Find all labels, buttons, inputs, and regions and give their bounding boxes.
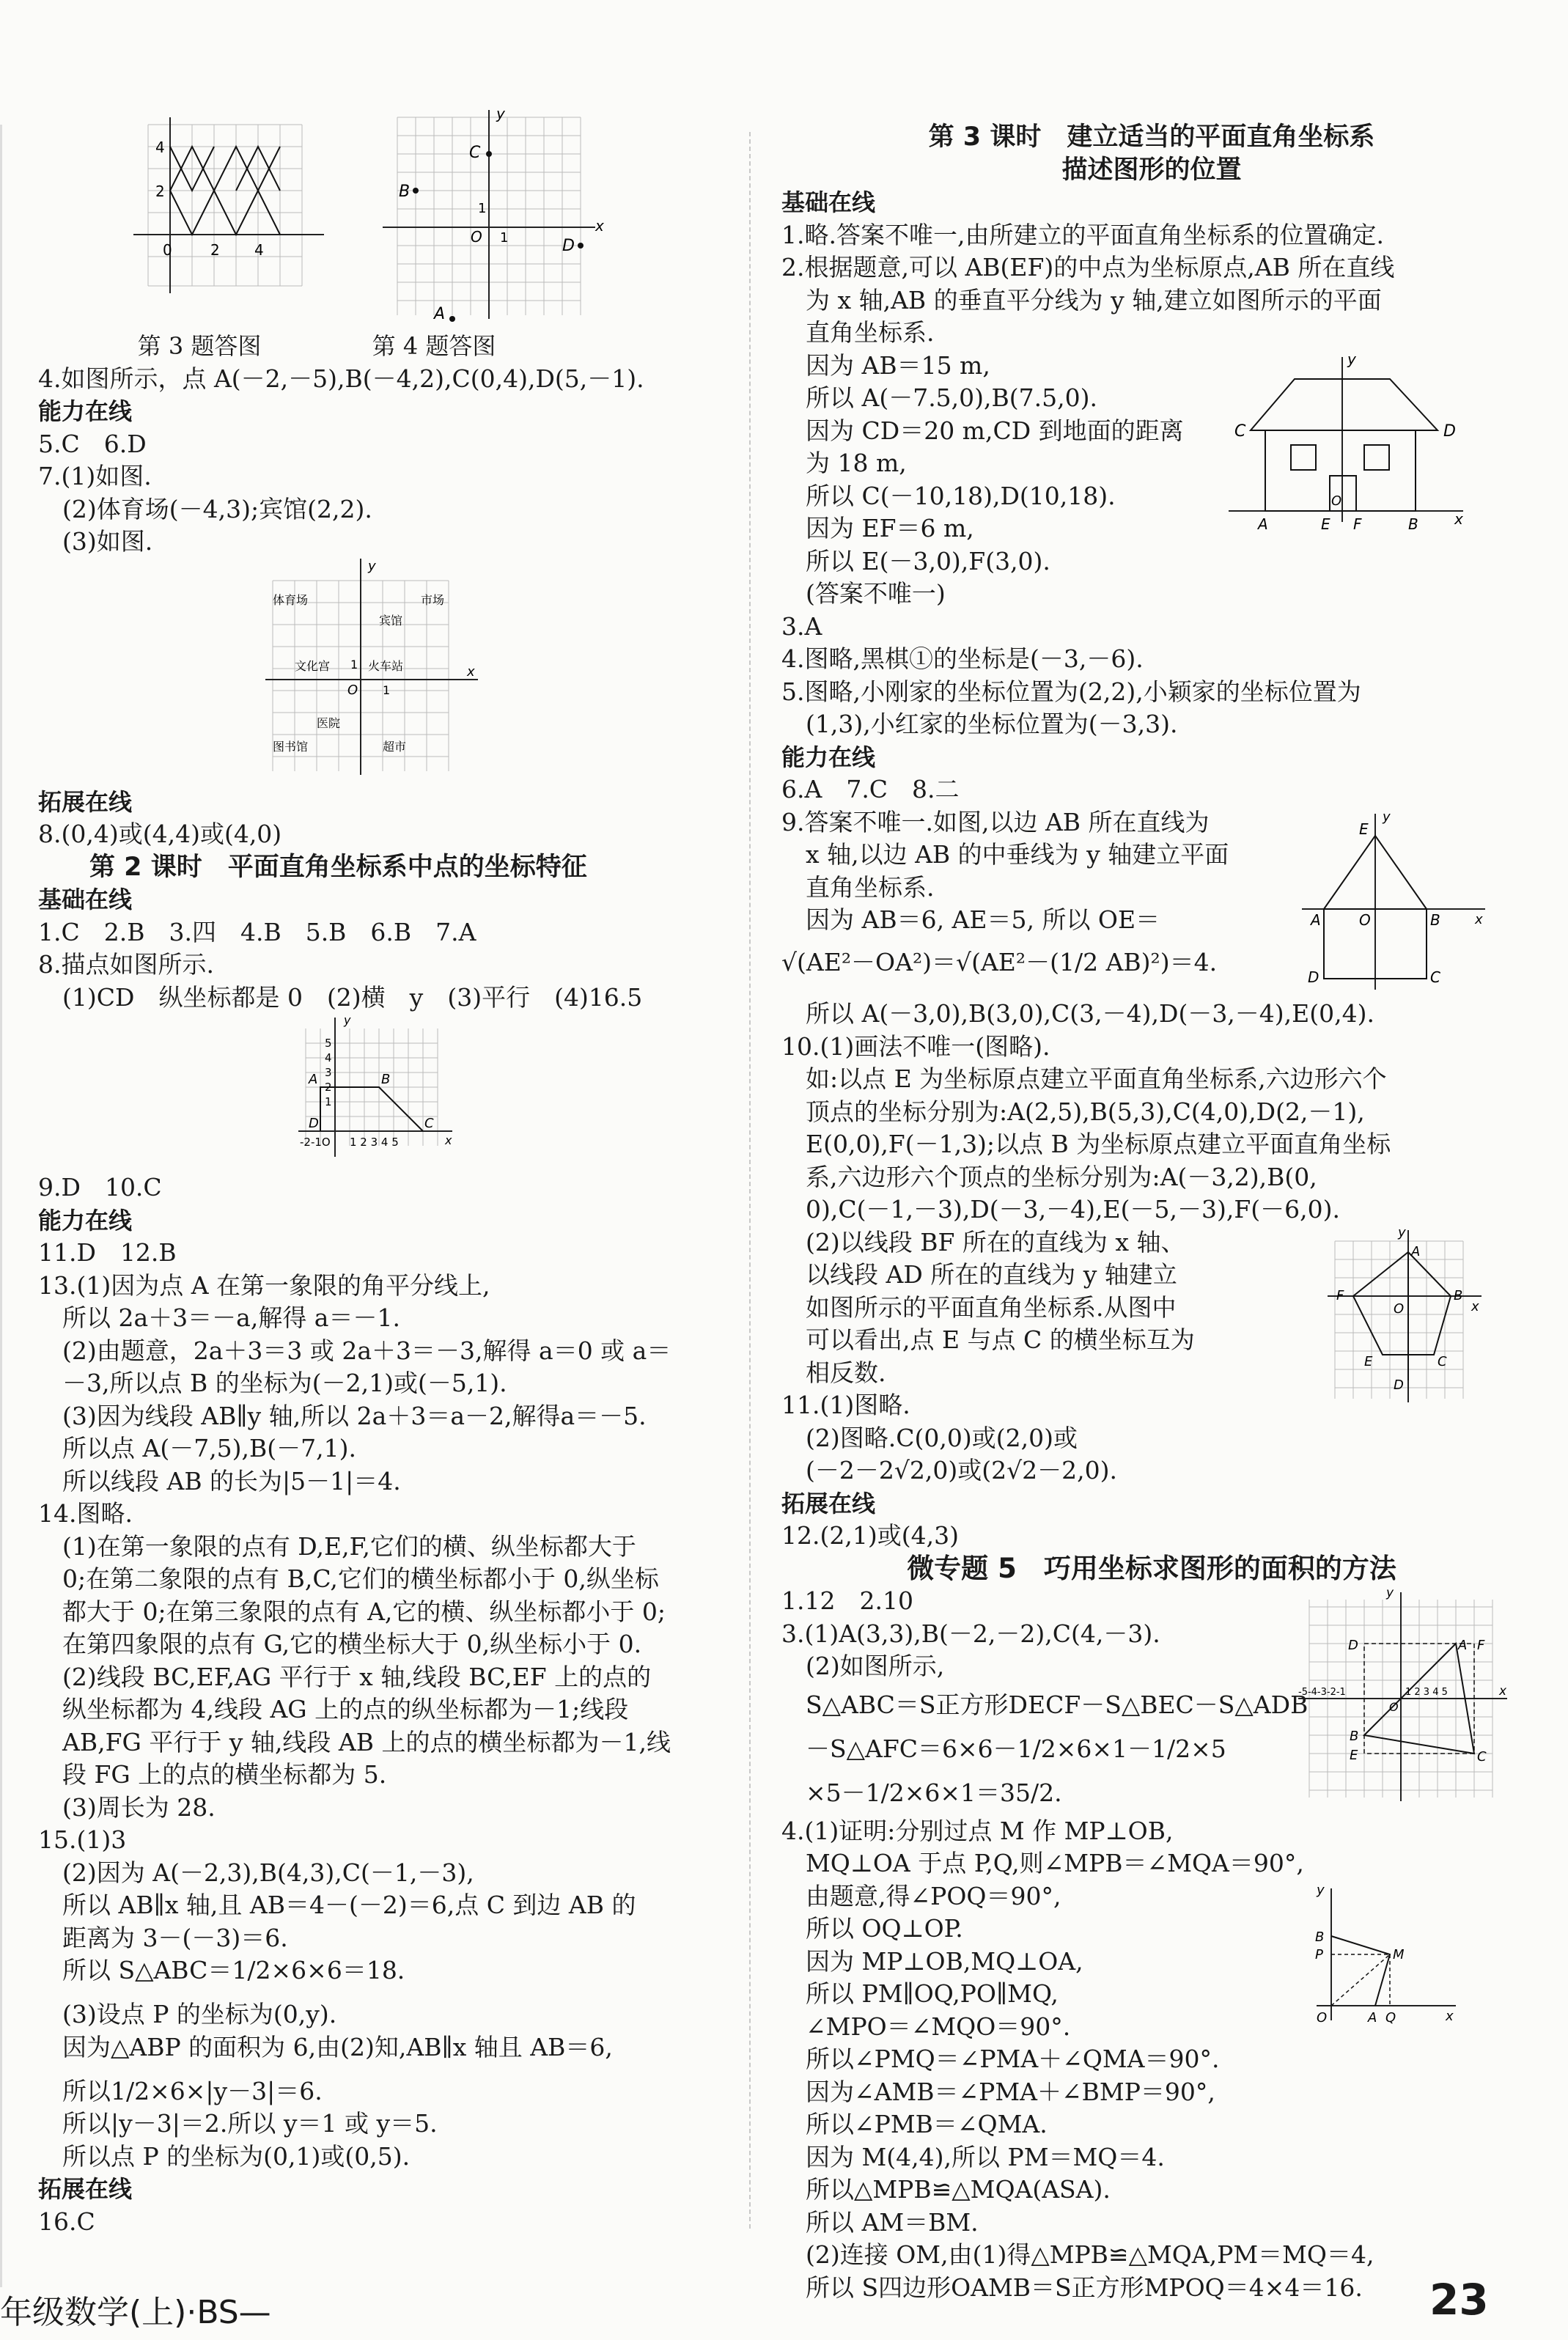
svg-text:3: 3 <box>325 1066 332 1079</box>
house-graph <box>1221 350 1471 533</box>
svg-text:超市: 超市 <box>383 739 407 754</box>
svg-text:M: M <box>1393 1946 1405 1962</box>
svg-text:y: y <box>1317 1882 1325 1898</box>
answer-line: 如图所示的平面直角坐标系.从图中 <box>781 1292 1177 1322</box>
answer-line: (1)在第一象限的点有 D,E,F,它们的横、纵坐标都大于 <box>38 1531 636 1561</box>
answer-line: 所以 PM∥OQ,PO∥MQ, <box>781 1979 1059 2008</box>
svg-text:A: A <box>434 305 446 323</box>
answer-line: (3)因为线段 AB∥y 轴,所以 2a＋3＝a－2,解得a＝－5. <box>38 1401 647 1430</box>
svg-text:体育场: 体育场 <box>273 592 309 607</box>
page-edge <box>0 125 2 2287</box>
answer-line: 所以△MPB≌△MQA(ASA). <box>781 2175 1111 2204</box>
svg-text:C: C <box>1477 1749 1487 1765</box>
svg-text:F: F <box>1353 515 1362 533</box>
figure-9 <box>1302 806 1492 998</box>
svg-text:O: O <box>1389 1700 1399 1714</box>
answer-line: 0;在第二象限的点有 B,C,它们的横坐标都小于 0,纵坐标 <box>38 1564 659 1593</box>
svg-text:D: D <box>562 237 575 255</box>
answer-line: (2)因为 A(－2,3),B(4,3),C(－1,－3), <box>38 1858 474 1887</box>
answer-line: 8.(0,4)或(4,4)或(4,0) <box>38 820 282 848</box>
answer-line: ×5－1/2×6×1＝35/2. <box>781 1778 1062 1807</box>
svg-text:1: 1 <box>478 201 487 216</box>
answer-line: 因为∠AMB＝∠PMA＋∠BMP＝90°, <box>781 2077 1215 2106</box>
svg-text:E: E <box>1359 820 1369 838</box>
svg-text:x: x <box>595 217 604 235</box>
answer-line: E(0,0),F(－1,3);以点 B 为坐标原点建立平面直角坐标 <box>781 1130 1391 1158</box>
answer-line: (1,3),小红家的坐标位置为(－3,3). <box>781 710 1178 738</box>
answer-line: (3)设点 P 的坐标为(0,y). <box>38 2000 337 2028</box>
answer-line: 0),C(－1,－3),D(－3,－4),E(－5,－3),F(－6,0). <box>781 1195 1340 1224</box>
lesson-title: 第 3 课时 建立适当的平面直角坐标系 <box>928 122 1375 152</box>
answer-line: 15.(1)3 <box>38 1825 127 1854</box>
section-heading: 能力在线 <box>38 1206 133 1235</box>
svg-text:A: A <box>1368 2009 1377 2026</box>
answer-line: 因为 CD＝20 m,CD 到地面的距离 <box>781 416 1184 445</box>
figure-8 <box>298 1014 735 1171</box>
answer-line: 9.答案不唯一.如图,以边 AB 所在直线为 <box>781 807 1210 836</box>
section-heading: 拓展在线 <box>781 1489 876 1517</box>
map-graph <box>265 559 500 779</box>
svg-text:市场: 市场 <box>421 592 445 607</box>
section-heading: 基础在线 <box>38 886 133 913</box>
answer-line: 8.描点如图所示. <box>38 950 214 979</box>
column-divider <box>749 132 751 2229</box>
svg-text:E: E <box>1350 1748 1358 1763</box>
svg-text:1: 1 <box>325 1095 332 1108</box>
svg-text:医院: 医院 <box>317 715 341 730</box>
fig3-ylabel: 4 <box>155 139 165 156</box>
svg-text:C: C <box>1438 1353 1447 1369</box>
answer-line: 因为 AB＝15 m, <box>781 350 990 380</box>
answer-line: 1.12 2.10 <box>781 1586 913 1615</box>
map-figure <box>265 559 735 786</box>
answer-line: 4.(1)证明:分别过点 M 作 MP⊥OB, <box>781 1816 1174 1845</box>
svg-text:O: O <box>1394 1300 1405 1317</box>
svg-text:5: 5 <box>325 1037 332 1050</box>
answer-line: 以线段 AD 所在的直线为 y 轴建立 <box>781 1260 1177 1289</box>
answer-line: 4.图略,黑棋①的坐标是(－3,－6). <box>781 644 1144 673</box>
answer-line: 13.(1)因为点 A 在第一象限的角平分线上, <box>38 1270 490 1300</box>
answer-line: 2.根据题意,可以 AB(EF)的中点为坐标原点,AB 所在直线 <box>781 253 1395 282</box>
figure-3 <box>126 110 331 330</box>
svg-text:x: x <box>1471 1298 1479 1314</box>
svg-text:2: 2 <box>325 1081 332 1094</box>
answer-line: 所以 AB∥x 轴,且 AB＝4－(－2)＝6,点 C 到边 AB 的 <box>38 1891 636 1919</box>
answer-line: (2)连接 OM,由(1)得△MPB≌△MQA,PM＝MQ＝4, <box>781 2240 1374 2269</box>
fig3-ylabel: 2 <box>155 183 165 200</box>
svg-text:1: 1 <box>500 230 509 246</box>
answer-line: 所以线段 AB 的长为|5－1|＝4. <box>38 1466 401 1495</box>
svg-text:-5-4-3-2-1: -5-4-3-2-1 <box>1298 1687 1346 1698</box>
answer-line: (2)图略.C(0,0)或(2,0)或 <box>781 1423 1078 1452</box>
svg-text:文化宫: 文化宫 <box>295 658 331 673</box>
answer-line: 所以点 A(－7,5),B(－7,1). <box>38 1434 357 1462</box>
svg-text:F: F <box>1336 1287 1344 1303</box>
figures-row-3-4 <box>126 110 735 330</box>
answer-line: 9.D 10.C <box>38 1173 162 1202</box>
footer-book-label: 年级数学(上)·BS— <box>0 2294 271 2331</box>
answer-line: 都大于 0;在第三象限的点有 A,它的横、纵坐标都小于 0; <box>38 1597 666 1626</box>
svg-text:A: A <box>1458 1638 1468 1653</box>
left-column <box>38 110 735 2238</box>
answer-line: 所以 A(－3,0),B(3,0),C(3,－4),D(－3,－4),E(0,4). <box>781 999 1374 1028</box>
svg-text:O: O <box>1359 910 1371 929</box>
answer-line: 3.(1)A(3,3),B(－2,－2),C(4,－3). <box>781 1619 1160 1648</box>
answer-line: 14.图略. <box>38 1499 133 1528</box>
figure-9-graph <box>1302 806 1492 990</box>
svg-text:B: B <box>1430 910 1440 929</box>
svg-text:A: A <box>1311 910 1321 929</box>
svg-text:B: B <box>399 183 411 201</box>
svg-text:D: D <box>1443 422 1456 441</box>
house-figure <box>1221 350 1471 542</box>
answer-line: 所以∠PMB＝∠QMA. <box>781 2110 1048 2138</box>
svg-text:C: C <box>1430 968 1440 986</box>
answer-line: x 轴,以边 AB 的中垂线为 y 轴建立平面 <box>781 840 1229 869</box>
svg-text:P: P <box>1315 1946 1323 1962</box>
answer-line: 系,六边形六个顶点的坐标分别为:A(－3,2),B(0, <box>781 1162 1317 1191</box>
answer-line: 所以 E(－3,0),F(3,0). <box>781 546 1050 575</box>
answer-line: 所以1/2×6×|y－3|＝6. <box>38 2076 323 2105</box>
fig4-caption: 第 4 题答图 <box>372 332 496 360</box>
svg-text:y: y <box>1386 1586 1394 1600</box>
svg-text:A: A <box>1258 515 1268 533</box>
answer-line: 12.(2,1)或(4,3) <box>781 1521 959 1550</box>
answer-line: 因为 EF＝6 m, <box>781 514 974 542</box>
answer-line: 5.C 6.D <box>38 429 147 458</box>
svg-text:D: D <box>309 1116 319 1131</box>
answer-line: 在第四象限的点有 G,它的横坐标大于 0,纵坐标小于 0. <box>38 1630 642 1658</box>
answer-line: (3)如图. <box>38 527 153 556</box>
svg-text:火车站: 火车站 <box>368 658 404 673</box>
answer-line: 10.(1)画法不唯一(图略). <box>781 1031 1050 1061</box>
figure-3-right <box>1298 1585 1511 1814</box>
section-heading: 拓展在线 <box>38 2175 133 2203</box>
answer-line: (1)CD 纵坐标都是 0 (2)横 y (3)平行 (4)16.5 <box>38 982 643 1012</box>
answer-line: (－2－2√2,0)或(2√2－2,0). <box>781 1456 1117 1484</box>
answer-line: 所以 AM＝BM. <box>781 2207 979 2237</box>
svg-text:O: O <box>1331 493 1342 509</box>
figure-captions <box>82 330 551 363</box>
svg-text:x: x <box>1454 509 1463 528</box>
answer-line: 6.A 7.C 8.二 <box>781 775 960 803</box>
answer-line: 可以看出,点 E 与点 C 的横坐标互为 <box>781 1325 1195 1354</box>
answer-line: (2)线段 BC,EF,AG 平行于 x 轴,线段 BC,EF 上的点的 <box>38 1662 652 1691</box>
svg-text:B: B <box>1315 1929 1325 1945</box>
answer-line: 因为 AB＝6, AE＝5, 所以 OE＝ <box>781 905 1160 934</box>
figure-4-graph <box>383 110 610 323</box>
answer-line: (答案不唯一) <box>781 579 946 608</box>
answer-line: ∠MPO＝∠MQO＝90°. <box>781 2012 1071 2041</box>
answer-line: 所以 A(－7.5,0),B(7.5,0). <box>781 383 1097 412</box>
svg-text:宾馆: 宾馆 <box>379 613 403 628</box>
svg-text:x: x <box>445 1133 452 1147</box>
figure-4 <box>383 110 610 330</box>
figure-10 <box>1328 1226 1489 1411</box>
answer-line: 因为 M(4,4),所以 PM＝MQ＝4. <box>781 2142 1165 2171</box>
page-number: 23 <box>1429 2275 1489 2325</box>
answer-line: 所以|y－3|＝2.所以 y＝1 或 y＝5. <box>38 2109 438 2138</box>
svg-text:E: E <box>1364 1353 1373 1369</box>
svg-text:O: O <box>1317 2009 1328 2026</box>
svg-text:y: y <box>1398 1226 1406 1240</box>
lesson-title: 第 2 课时 平面直角坐标系中点的坐标特征 <box>89 852 587 882</box>
svg-text:y: y <box>496 110 505 122</box>
svg-text:A: A <box>309 1072 318 1087</box>
svg-text:1 2 3 4 5: 1 2 3 4 5 <box>1405 1687 1448 1698</box>
fig3-xlabel: 0 <box>163 241 172 259</box>
answer-line: 为 18 m, <box>781 449 907 477</box>
answer-line: 4.如图所示，点 A(－2,－5),B(－4,2),C(0,4),D(5,－1). <box>38 364 644 393</box>
figure-3-graph <box>126 110 331 323</box>
section-heading: 拓展在线 <box>38 787 133 816</box>
svg-text:x: x <box>1475 911 1483 927</box>
svg-text:D: D <box>1348 1638 1358 1653</box>
answer-line: (2)体育场(－4,3);宾馆(2,2). <box>38 494 372 523</box>
answer-line: √(AE²－OA²)＝√(AE²－(1/2 AB)²)＝4. <box>781 947 1218 976</box>
answer-line: 如:以点 E 为坐标原点建立平面直角坐标系,六边形六个 <box>781 1064 1387 1093</box>
svg-text:A: A <box>1411 1243 1421 1259</box>
svg-text:x: x <box>1446 2008 1454 2024</box>
answer-line: 距离为 3－(－3)＝6. <box>38 1923 288 1952</box>
svg-text:C: C <box>469 144 481 162</box>
answer-line: 段 FG 上的点的横坐标都为 5. <box>38 1760 387 1789</box>
answer-line: 5.图略,小刚家的坐标位置为(2,2),小颖家的坐标位置为 <box>781 677 1361 706</box>
answer-line: 直角坐标系. <box>781 318 935 347</box>
answer-line: 11.D 12.B <box>38 1238 177 1267</box>
answer-line: (3)周长为 28. <box>38 1792 216 1822</box>
svg-text:B: B <box>381 1072 391 1087</box>
answer-line: 为 x 轴,AB 的垂直平分线为 y 轴,建立如图所示的平面 <box>781 285 1382 314</box>
answer-line: 1.C 2.B 3.四 4.B 5.B 6.B 7.A <box>38 917 476 946</box>
answer-line: 11.(1)图略. <box>781 1391 910 1419</box>
answer-line: 因为△ABP 的面积为 6,由(2)知,AB∥x 轴且 AB＝6, <box>38 2032 613 2061</box>
answer-line: AB,FG 平行于 y 轴,线段 AB 上的点的横坐标都为－1,线 <box>38 1727 671 1756</box>
figure-8-graph <box>298 1014 489 1168</box>
figure-3-right-graph <box>1298 1585 1511 1805</box>
fig3-xlabel: 4 <box>254 241 264 259</box>
fig3-xlabel: 2 <box>210 241 220 259</box>
answer-line: 所以 S四边形OAMB＝S正方形MPOQ＝4×4＝16. <box>781 2273 1363 2302</box>
svg-text:-2-1O: -2-1O <box>300 1136 331 1149</box>
answer-line: S△ABC＝S正方形DECF－S△BEC－S△ADB <box>781 1690 1308 1719</box>
micro-topic-title: 微专题 5 巧用坐标求图形的面积的方法 <box>907 1552 1396 1584</box>
svg-text:y: y <box>1383 809 1391 825</box>
svg-text:x: x <box>467 663 475 680</box>
answer-line: 顶点的坐标分别为:A(2,5),B(5,3),C(4,0),D(2,－1), <box>781 1097 1365 1126</box>
answer-line: MQ⊥OA 于点 P,Q,则∠MPB＝∠MQA＝90°, <box>781 1849 1304 1877</box>
svg-text:y: y <box>368 558 376 574</box>
answer-line: 所以点 P 的坐标为(0,1)或(0,5). <box>38 2141 411 2171</box>
svg-text:B: B <box>1350 1729 1359 1744</box>
answer-line: 7.(1)如图. <box>38 462 152 490</box>
answer-line: 所以∠PMQ＝∠PMA＋∠QMA＝90°. <box>781 2045 1220 2073</box>
answer-line: (2)如图所示, <box>781 1652 945 1680</box>
svg-text:Q: Q <box>1385 2009 1396 2026</box>
svg-text:F: F <box>1477 1638 1485 1653</box>
answer-line: 1.略.答案不唯一,由所建立的平面直角坐标系的位置确定. <box>781 220 1384 249</box>
svg-text:B: B <box>1408 515 1418 533</box>
answer-line: 所以 OQ⊥OP. <box>781 1914 963 1943</box>
svg-text:D: D <box>1308 968 1319 986</box>
answer-line: 所以 C(－10,18),D(10,18). <box>781 481 1116 510</box>
svg-text:1: 1 <box>350 657 358 672</box>
svg-text:D: D <box>1394 1377 1404 1393</box>
answer-line: 相反数. <box>781 1358 886 1387</box>
svg-text:C: C <box>424 1116 434 1131</box>
svg-text:y: y <box>1347 350 1356 368</box>
figure-4-right <box>1302 1881 1463 2037</box>
svg-text:O: O <box>347 682 358 698</box>
answer-line: 所以 S△ABC＝1/2×6×6＝18. <box>38 1956 405 1984</box>
section-heading: 基础在线 <box>781 188 876 216</box>
right-column <box>781 121 1522 2304</box>
svg-text:x: x <box>1499 1684 1507 1699</box>
answer-line: 因为 MP⊥OB,MQ⊥OA, <box>781 1946 1083 1976</box>
figure-10-graph <box>1328 1226 1489 1402</box>
section-heading: 能力在线 <box>781 743 876 771</box>
answer-line: (2)以线段 BF 所在的直线为 x 轴、 <box>781 1227 1185 1257</box>
lesson-subtitle: 描述图形的位置 <box>1061 155 1242 185</box>
answer-line: 3.A <box>781 611 822 641</box>
answer-line: 直角坐标系. <box>781 872 935 902</box>
svg-text:1 2 3 4 5: 1 2 3 4 5 <box>350 1136 399 1149</box>
svg-text:C: C <box>1234 422 1246 441</box>
svg-text:O: O <box>471 228 482 246</box>
answer-line: －3,所以点 B 的坐标为(－2,1)或(－5,1). <box>38 1369 507 1397</box>
answer-line: 纵坐标都为 4,线段 AG 上的点的纵坐标都为－1;线段 <box>38 1695 629 1723</box>
fig3-caption: 第 3 题答图 <box>137 332 262 360</box>
svg-text:y: y <box>344 1014 351 1027</box>
svg-text:图书馆: 图书馆 <box>273 739 309 754</box>
answer-line: －S△AFC＝6×6－1/2×6×1－1/2×5 <box>781 1734 1226 1763</box>
answer-line: 所以 2a＋3＝－a,解得 a＝－1. <box>38 1303 400 1332</box>
figure-4-right-graph <box>1302 1881 1463 2028</box>
svg-text:1: 1 <box>383 682 391 697</box>
answer-line: 由题意,得∠POQ＝90°, <box>781 1881 1061 1910</box>
svg-text:E: E <box>1321 515 1330 533</box>
answer-line: (2)由题意，2a＋3＝3 或 2a＋3＝－3,解得 a＝0 或 a＝ <box>38 1336 671 1365</box>
svg-text:4: 4 <box>325 1051 332 1064</box>
section-heading: 能力在线 <box>38 397 133 425</box>
svg-text:B: B <box>1454 1287 1463 1303</box>
answer-line: 16.C <box>38 2207 95 2236</box>
